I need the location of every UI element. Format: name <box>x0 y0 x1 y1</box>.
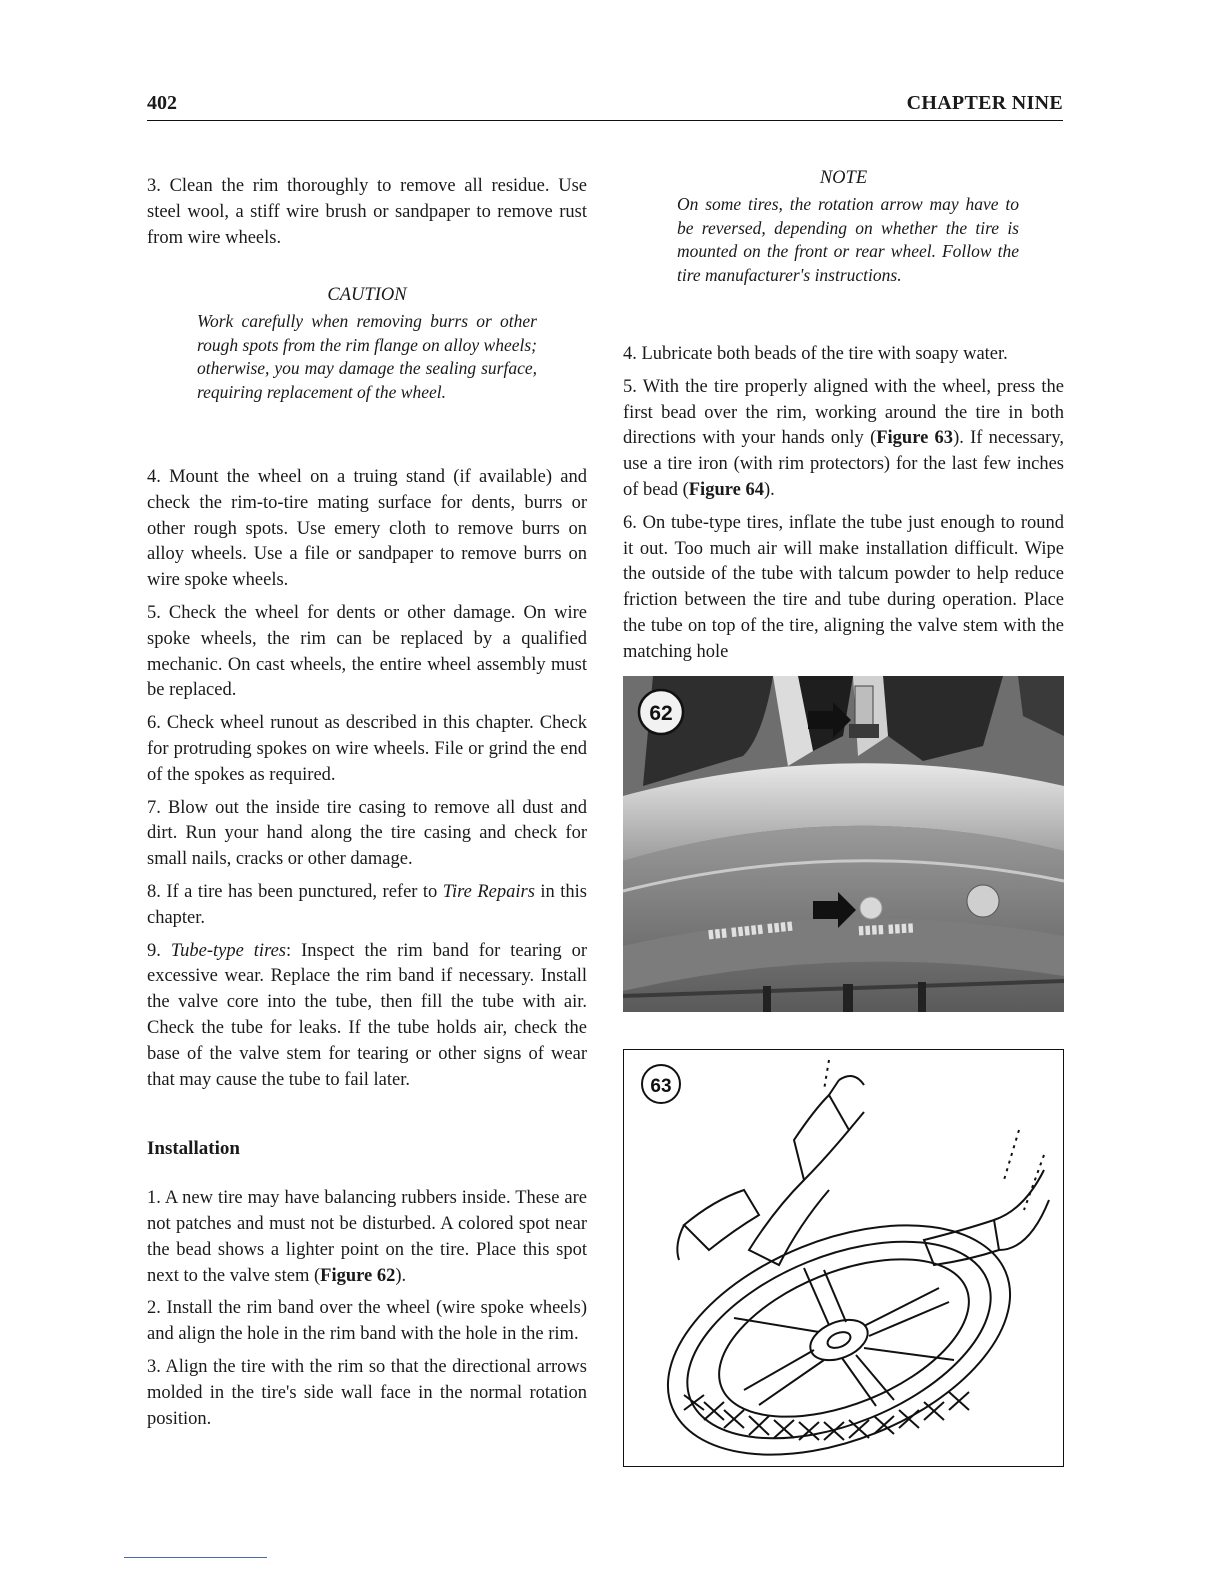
step-7-blow-out: 7. Blow out the inside tire casing to remove all dust and dirt. Run your hand along the tire casing and check for small nails, cracks or other damage. <box>147 797 587 870</box>
figure-62-reference: Figure 62 <box>320 1265 396 1286</box>
page-number: 402 <box>147 92 177 114</box>
step-5-text-c: ). <box>763 479 775 500</box>
note-box <box>623 166 1064 324</box>
inst-1-end: ). <box>395 1265 407 1286</box>
figure-62-label: 62 <box>649 702 673 725</box>
figure-64-reference: Figure 64 <box>688 479 764 500</box>
step-5-press-bead <box>623 375 1064 504</box>
installation-step-1 <box>147 1186 587 1289</box>
tire-mounting-drawing <box>624 1050 1062 1465</box>
step-9-number: 9. <box>147 940 171 961</box>
figure-63-label: 63 <box>650 1076 672 1097</box>
tube-type-lead: Tube-type tires <box>170 940 286 961</box>
step-9-text: : Inspect the rim band for tearing or excessive wear. Replace the rim band if necessary. Install the valve core into the tube, then fill the tube with air. Check the tube for leaks. If the tube holds air, check the base of the valve stem for tearing or other signs of wear that may cause the tube to fail later. <box>147 940 588 1090</box>
note-title: NOTE <box>819 168 868 188</box>
step-5-check-dents: 5. Check the wheel for dents or other damage. On wire spoke wheels, the rim can be replaced by a qualified mechanic. On cast wheels, the entire wheel assembly must be replaced. <box>147 602 587 701</box>
tire-repairs-reference: Tire Repairs <box>442 881 535 902</box>
step-6-inflate-tube: 6. On tube-type tires, inflate the tube just enough to round it out. Too much air will make installation difficult. Wipe the outside of the tube with talcum powder to help reduce friction between the tire and tube during operation. Place the tube on top of the tire, aligning the valve stem with the matching hole <box>623 512 1064 662</box>
installation-heading: Installation <box>147 1138 240 1160</box>
step-8-text: 8. If a tire has been punctured, refer to <box>147 881 443 902</box>
page-header <box>147 92 1063 121</box>
step-5-text-b: ). If necessary, use a tire iron (with rim protectors) for the last few inches of bead ( <box>623 428 1065 500</box>
caution-box <box>147 261 587 447</box>
installation-step-3: 3. Align the tire with the rim so that the directional arrows molded in the tire's side wall face in the normal rotation position. <box>147 1356 587 1429</box>
note-body: On some tires, the rotation arrow may have to be reversed, depending on whether the tire is mounted on the front or rear wheel. Follow the tire manufacturer's instructions. <box>677 193 1019 286</box>
svg-text:▮▮▮▮ ▮▮▮▮: ▮▮▮▮ ▮▮▮▮ <box>857 920 915 937</box>
right-column <box>623 166 1064 673</box>
caution-body: Work carefully when removing burrs or other rough spots from the rim flange on alloy wheels; otherwise, you may damage the sealing surface, requiring replacement of the wheel. <box>197 310 537 403</box>
step-4-truing-stand: 4. Mount the wheel on a truing stand (if available) and check the rim-to-tire mating surface for dents, burrs or other rough spots. Use emery cloth to remove burrs on alloy wheels. Use a file or sandpaper to remove burrs on wire spoke wheels. <box>147 467 587 591</box>
inst-1-text: 1. A new tire may have balancing rubbers inside. These are not patches and must not be disturbed. A colored spot near the bead shows a lighter point on the tire. Place this spot next to the valve stem ( <box>147 1188 587 1286</box>
figure-63-reference: Figure 63 <box>876 428 954 449</box>
svg-text:▮▮▮ ▮▮▮▮▮ ▮▮▮▮: ▮▮▮ ▮▮▮▮▮ ▮▮▮▮ <box>706 918 794 941</box>
step-5-text-a: 5. With the tire properly aligned with the wheel, press the first bead over the rim, working around the tire in both directions with your hands only ( <box>623 376 1064 449</box>
step-9-tube-type <box>147 939 587 1094</box>
step-6-runout: 6. Check wheel runout as described in this chapter. Check for protruding spokes on wire wheels. File or grind the end of the spokes as required. <box>147 713 587 785</box>
caution-title: CAUTION <box>327 285 407 305</box>
figure-62-photo <box>623 676 1064 1012</box>
chapter-title: CHAPTER NINE <box>906 92 1063 114</box>
wheel-valve-photo <box>623 676 1064 1012</box>
footer-rule <box>124 1557 267 1558</box>
step-4-lubricate: 4. Lubricate both beads of the tire with soapy water. <box>623 344 1008 364</box>
left-column <box>147 174 587 1439</box>
installation-step-2: 2. Install the rim band over the wheel (wire spoke wheels) and align the hole in the rim band with the hole in the rim. <box>147 1298 587 1345</box>
step-3-clean-rim: 3. Clean the rim thoroughly to remove all residue. Use steel wool, a stiff wire brush or sandpaper to remove rust from wire wheels. <box>147 176 587 248</box>
figure-63-illustration <box>623 1049 1064 1467</box>
step-8-suffix: in this chapter. <box>147 881 587 928</box>
step-8-punctured <box>147 880 587 932</box>
